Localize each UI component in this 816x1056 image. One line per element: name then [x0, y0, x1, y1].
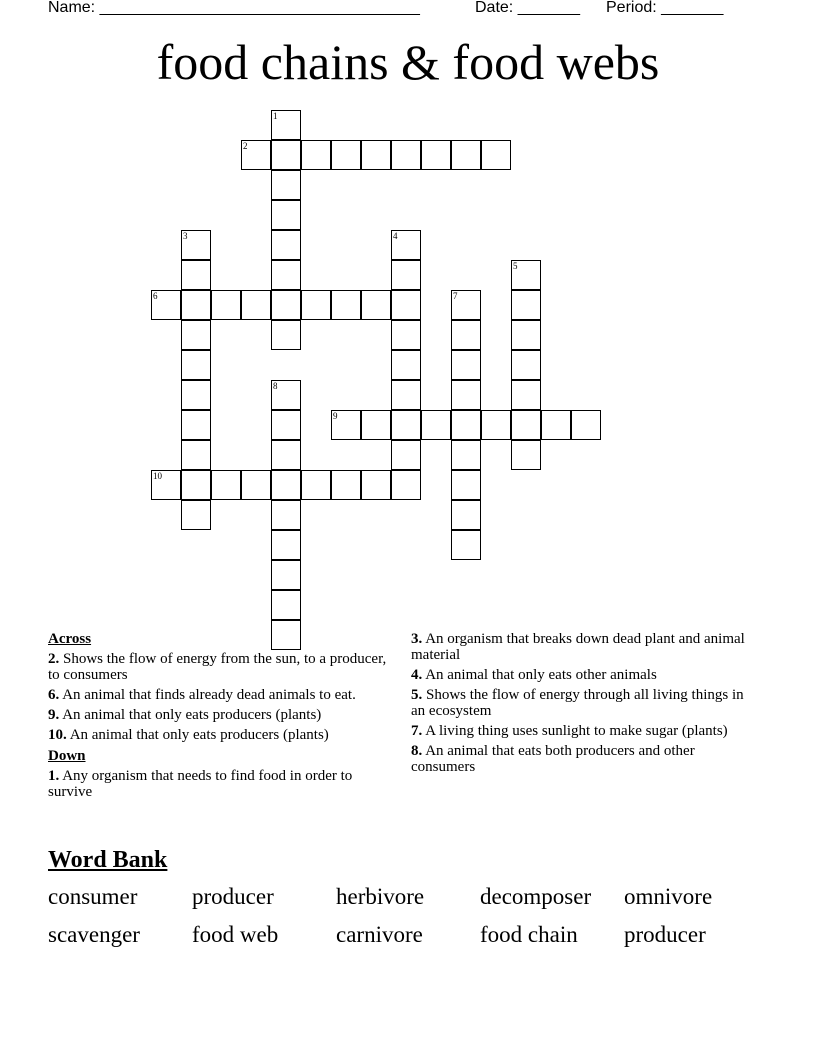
- clue-number-label: 10: [153, 471, 162, 481]
- crossword-cell[interactable]: [391, 320, 421, 350]
- crossword-cell[interactable]: [451, 380, 481, 410]
- clue-number-label: 8: [273, 381, 278, 391]
- crossword-cell[interactable]: [241, 470, 271, 500]
- clue-number-label: 1: [273, 111, 278, 121]
- clue-number: 10.: [48, 727, 67, 743]
- word-bank-item: producer: [624, 922, 706, 947]
- crossword-cell[interactable]: [361, 140, 391, 170]
- crossword-cell[interactable]: [211, 470, 241, 500]
- clue-down-8: [411, 743, 751, 775]
- clue-text: A living thing uses sunlight to make sugar (plants): [425, 723, 728, 739]
- crossword-cell[interactable]: [271, 290, 301, 320]
- crossword-cell[interactable]: [181, 500, 211, 530]
- clue-number: 6.: [48, 687, 60, 703]
- crossword-cell[interactable]: [211, 290, 241, 320]
- crossword-cell[interactable]: [331, 140, 361, 170]
- crossword-cell[interactable]: [451, 320, 481, 350]
- crossword-cell[interactable]: [391, 380, 421, 410]
- word-bank-item: herbivore: [336, 884, 425, 909]
- clue-across-6: [48, 687, 398, 703]
- crossword-cell[interactable]: [181, 290, 211, 320]
- crossword-cell[interactable]: [181, 320, 211, 350]
- crossword-cell[interactable]: [391, 470, 421, 500]
- clue-text: Shows the flow of energy from the sun, to a producer, to consumers: [48, 651, 387, 683]
- crossword-cell[interactable]: [301, 290, 331, 320]
- crossword-cell[interactable]: [241, 290, 271, 320]
- crossword-cell[interactable]: [271, 410, 301, 440]
- name-field-label: Name: ____________________________________: [48, 0, 420, 16]
- word-bank-item: scavenger: [48, 922, 140, 947]
- crossword-cell[interactable]: [271, 260, 301, 290]
- clue-text: An animal that finds already dead animals to eat.: [62, 687, 356, 703]
- crossword-cell[interactable]: [271, 170, 301, 200]
- word-bank-title: Word Bank: [48, 847, 168, 873]
- clue-text: An animal that only eats other animals: [425, 667, 657, 683]
- clue-text: An animal that only eats producers (plants): [62, 707, 322, 723]
- clue-number-label: 5: [513, 261, 518, 271]
- clue-number: 8.: [411, 743, 423, 759]
- crossword-cell[interactable]: [271, 530, 301, 560]
- crossword-cell[interactable]: [511, 260, 541, 290]
- clue-number: 1.: [48, 768, 60, 784]
- crossword-cell[interactable]: [271, 200, 301, 230]
- crossword-cell[interactable]: [151, 290, 181, 320]
- clue-number-label: 2: [243, 141, 248, 151]
- crossword-cell[interactable]: [271, 140, 301, 170]
- clue-down-4: [411, 667, 751, 683]
- crossword-cell[interactable]: [391, 230, 421, 260]
- crossword-cell[interactable]: [391, 350, 421, 380]
- clue-number: 5.: [411, 687, 423, 703]
- crossword-cell[interactable]: [421, 410, 451, 440]
- clue-number-label: 4: [393, 231, 398, 241]
- crossword-cell[interactable]: [181, 380, 211, 410]
- clue-text: An animal that only eats producers (plants): [69, 727, 329, 743]
- crossword-cell[interactable]: [241, 140, 271, 170]
- clue-number: 9.: [48, 707, 60, 723]
- crossword-cell[interactable]: [391, 410, 421, 440]
- clue-text: Any organism that needs to find food in order to survive: [48, 768, 353, 800]
- crossword-cell[interactable]: [271, 590, 301, 620]
- clue-across-10: [48, 727, 398, 743]
- clue-number: 4.: [411, 667, 423, 683]
- crossword-cell[interactable]: [271, 470, 301, 500]
- clue-text: An animal that eats both producers and other consumers: [411, 743, 695, 775]
- word-bank-item: carnivore: [336, 922, 423, 947]
- crossword-cell[interactable]: [511, 440, 541, 470]
- crossword-cell[interactable]: [451, 410, 481, 440]
- clue-across-9: [48, 707, 398, 723]
- crossword-cell[interactable]: [391, 260, 421, 290]
- crossword-cell[interactable]: [361, 410, 391, 440]
- crossword-cell[interactable]: [271, 320, 301, 350]
- crossword-cell[interactable]: [271, 380, 301, 410]
- word-bank-item: food chain: [480, 922, 578, 947]
- crossword-cell[interactable]: [451, 500, 481, 530]
- crossword-cell[interactable]: [331, 410, 361, 440]
- date-field-label: Date: _______: [475, 0, 580, 16]
- clue-number: 3.: [411, 631, 423, 647]
- crossword-cell[interactable]: [451, 140, 481, 170]
- period-field-label: Period: _______: [606, 0, 724, 16]
- word-bank-item: food web: [192, 922, 279, 947]
- crossword-cell[interactable]: [481, 140, 511, 170]
- crossword-cell[interactable]: [271, 500, 301, 530]
- clue-down-3: [411, 631, 751, 663]
- crossword-cell[interactable]: [181, 350, 211, 380]
- clue-text: Shows the flow of energy through all living things in an ecosystem: [411, 687, 744, 719]
- crossword-cell[interactable]: [511, 410, 541, 440]
- crossword-cell[interactable]: [361, 470, 391, 500]
- clue-down-7: [411, 723, 751, 739]
- clues-right-column: [411, 631, 751, 779]
- crossword-cell[interactable]: [181, 230, 211, 260]
- crossword-cell[interactable]: [451, 290, 481, 320]
- crossword-cell[interactable]: [271, 560, 301, 590]
- page-title: food chains & food webs: [156, 34, 660, 90]
- word-bank-item: producer: [192, 884, 274, 909]
- crossword-cell[interactable]: [451, 350, 481, 380]
- crossword-cell[interactable]: [181, 260, 211, 290]
- clue-across-2: [48, 651, 398, 683]
- word-bank-item: decomposer: [480, 884, 592, 909]
- crossword-cell[interactable]: [271, 230, 301, 260]
- crossword-cell[interactable]: [301, 470, 331, 500]
- clue-number-label: 6: [153, 291, 158, 301]
- word-bank-item: omnivore: [624, 884, 713, 909]
- clue-number: 2.: [48, 651, 60, 667]
- across-heading: Across: [48, 631, 92, 647]
- crossword-cell[interactable]: [451, 440, 481, 470]
- crossword-cell[interactable]: [391, 140, 421, 170]
- crossword-cell[interactable]: [451, 530, 481, 560]
- clues-left-column: [48, 630, 398, 804]
- clue-number-label: 3: [183, 231, 188, 241]
- crossword-cell[interactable]: [151, 470, 181, 500]
- crossword-cell[interactable]: [181, 440, 211, 470]
- crossword-cell[interactable]: [511, 350, 541, 380]
- word-bank-item: consumer: [48, 884, 138, 909]
- crossword-cell[interactable]: [511, 290, 541, 320]
- crossword-cell[interactable]: [331, 470, 361, 500]
- crossword-cell[interactable]: [481, 410, 511, 440]
- clue-number-label: 9: [333, 411, 338, 421]
- crossword-cell[interactable]: [331, 290, 361, 320]
- crossword-cell[interactable]: [391, 440, 421, 470]
- clue-number: 7.: [411, 723, 423, 739]
- clue-down-1: [48, 768, 398, 800]
- crossword-cell[interactable]: [571, 410, 601, 440]
- crossword-cell[interactable]: [511, 380, 541, 410]
- crossword-cell[interactable]: [451, 470, 481, 500]
- clue-down-5: [411, 687, 751, 719]
- down-heading: Down: [48, 748, 86, 764]
- crossword-cell[interactable]: [511, 320, 541, 350]
- crossword-cell[interactable]: [541, 410, 571, 440]
- crossword-cell[interactable]: [361, 290, 391, 320]
- crossword-cell[interactable]: [271, 440, 301, 470]
- crossword-cell[interactable]: [391, 290, 421, 320]
- crossword-cell[interactable]: [181, 410, 211, 440]
- crossword-cell[interactable]: [181, 470, 211, 500]
- clue-number-label: 7: [453, 291, 458, 301]
- crossword-cell[interactable]: [421, 140, 451, 170]
- crossword-cell[interactable]: [301, 140, 331, 170]
- crossword-cell[interactable]: [271, 110, 301, 140]
- clue-text: An organism that breaks down dead plant and animal material: [411, 631, 745, 663]
